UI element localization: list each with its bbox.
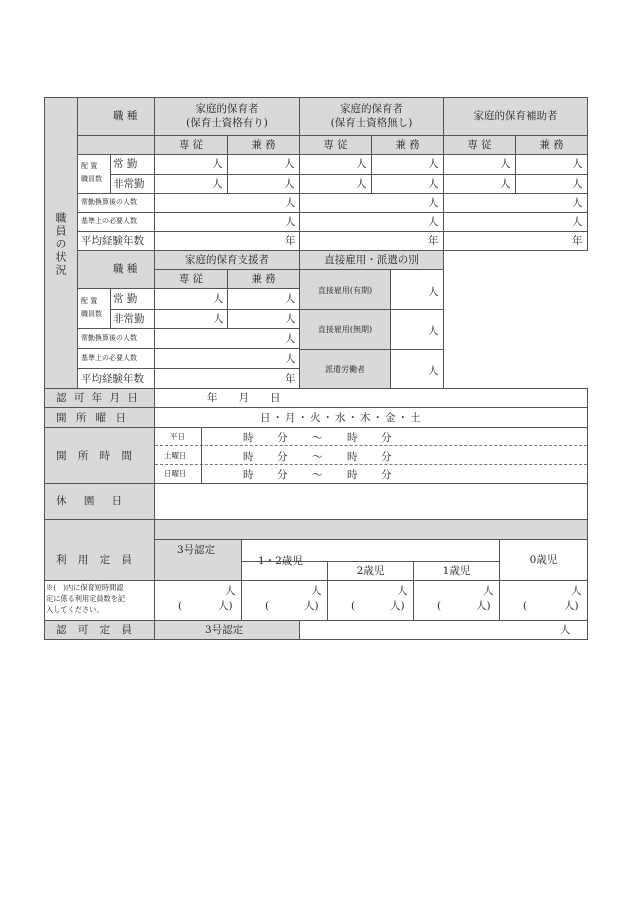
holiday-value-cell[interactable] bbox=[154, 483, 588, 520]
capacity-label-cell bbox=[44, 519, 155, 581]
capacity-paren-open-5: ( bbox=[523, 600, 528, 612]
kansan-label-2: 常勤換算後の人数 bbox=[81, 334, 137, 342]
hours-1-ji2: 時 bbox=[347, 432, 358, 444]
shiensha-unit-1: 人 bbox=[213, 293, 224, 305]
hours-2-ji2: 時 bbox=[347, 451, 358, 463]
capacity-age1-label: 1歳児 bbox=[442, 565, 471, 577]
days-label: 開 所 曜 日 bbox=[56, 412, 130, 424]
hours-label: 開 所 時 間 bbox=[56, 450, 137, 462]
capacity-cert3-label: 3号認定 bbox=[177, 544, 216, 556]
kenmu-label-3: 兼 務 bbox=[539, 139, 564, 151]
capacity-paren-open-4: ( bbox=[437, 600, 442, 612]
staff-jokin-unit-4: 人 bbox=[428, 158, 439, 170]
senju-label-4: 専 従 bbox=[178, 273, 204, 285]
hours-3-ji: 時 bbox=[243, 469, 254, 481]
chokusetsu-yuki-label: 直接雇用(有期) bbox=[317, 286, 373, 295]
haichi-label: 配 置 bbox=[81, 162, 98, 170]
hours-2-kara: ～ bbox=[312, 451, 323, 463]
header-koyo-label: 直接雇用・派遣の別 bbox=[324, 254, 419, 266]
holiday-label: 休 園 日 bbox=[56, 495, 130, 507]
kansan-value-2[interactable] bbox=[299, 193, 444, 213]
staff-hijokin-unit-1: 人 bbox=[212, 178, 223, 190]
capacity-age12-label: 1・2歳児 bbox=[258, 555, 303, 567]
capacity-note-2: 定に係る利用定員数を記 bbox=[46, 594, 126, 603]
haichi-cell-2 bbox=[77, 288, 111, 329]
capacity-paren-open-3: ( bbox=[351, 600, 356, 612]
staff-jokin-unit-5: 人 bbox=[500, 158, 511, 170]
capacity-unit-1: 人 bbox=[225, 585, 236, 597]
staff-hijokin-unit-2: 人 bbox=[284, 178, 295, 190]
blank-cell bbox=[77, 135, 155, 155]
haichi-cell bbox=[77, 154, 111, 194]
capacity-header-top bbox=[154, 519, 588, 540]
hours-value-cell bbox=[154, 427, 588, 484]
kansan-unit-1: 人 bbox=[285, 197, 296, 209]
approval-value: 年 月 日 bbox=[207, 392, 281, 404]
kijun-unit-1: 人 bbox=[285, 216, 296, 228]
shokuinsu-label-2: 職員数 bbox=[81, 310, 102, 318]
kijun-label-2: 基準上の必要人数 bbox=[81, 354, 137, 362]
hours-row-heijitsu: 平日 bbox=[170, 432, 185, 441]
kijun-value-1[interactable] bbox=[154, 212, 300, 232]
header-hojosha-label: 家庭的保育補助者 bbox=[473, 110, 558, 122]
hours-2-ji: 時 bbox=[243, 451, 254, 463]
capacity-unit-4: 人 bbox=[483, 585, 494, 597]
kansan-value-1[interactable] bbox=[154, 193, 300, 213]
hours-3-fun2: 分 bbox=[381, 469, 392, 481]
staff-hijokin-unit-5: 人 bbox=[500, 178, 511, 190]
shiensha-kijun[interactable] bbox=[154, 348, 300, 369]
hours-1-ji: 時 bbox=[243, 432, 254, 444]
shiensha-heikin-unit: 年 bbox=[285, 373, 296, 385]
jokin-label-2: 常 勤 bbox=[113, 293, 138, 305]
chokusetsu-yuki-unit: 人 bbox=[428, 286, 439, 298]
staff-hijokin-unit-3: 人 bbox=[356, 178, 367, 190]
haken-label: 派遣労働者 bbox=[325, 365, 365, 374]
hours-2-fun: 分 bbox=[277, 451, 288, 463]
licensed-value-cell[interactable] bbox=[299, 620, 588, 640]
capacity-paren-close-1: 人) bbox=[218, 600, 233, 612]
heikin-value-1[interactable] bbox=[154, 231, 300, 251]
heikin-unit-1: 年 bbox=[285, 235, 296, 247]
capacity-unit-5: 人 bbox=[571, 585, 582, 597]
hours-3-ji2: 時 bbox=[347, 469, 358, 481]
hours-1-fun2: 分 bbox=[381, 432, 392, 444]
staff-hijokin-unit-4: 人 bbox=[428, 178, 439, 190]
chokusetsu-muki-label: 直接雇用(無期) bbox=[317, 325, 373, 334]
kijun-value-3[interactable] bbox=[443, 212, 588, 232]
licensed-label: 認 可 定 員 bbox=[56, 624, 137, 636]
shiensha-unit-4: 人 bbox=[285, 313, 296, 325]
senju-label-2: 専 従 bbox=[323, 139, 348, 151]
capacity-label: 利 用 定 員 bbox=[56, 554, 137, 566]
staff-jokin-unit-2: 人 bbox=[284, 158, 295, 170]
shiensha-unit-2: 人 bbox=[285, 293, 296, 305]
kansan-value-3[interactable] bbox=[443, 193, 588, 213]
heikin-label-2: 平均経験年数 bbox=[81, 373, 144, 385]
capacity-unit-3: 人 bbox=[397, 585, 408, 597]
kijun-unit-3: 人 bbox=[572, 216, 583, 228]
shiensha-unit-3: 人 bbox=[213, 313, 224, 325]
hours-divider-1 bbox=[155, 445, 587, 446]
capacity-note-1: ※( )内に保育短時間認 bbox=[46, 583, 124, 592]
heikin-label: 平均経験年数 bbox=[81, 235, 144, 247]
staff-jokin-unit-1: 人 bbox=[212, 158, 223, 170]
approval-label: 認 可 年 月 日 bbox=[56, 392, 140, 404]
capacity-age0-label: 0歳児 bbox=[529, 554, 558, 566]
hijokin-label: 非常勤 bbox=[113, 178, 145, 190]
staff-section-label: 職員の状況 bbox=[54, 212, 67, 277]
hours-3-fun: 分 bbox=[277, 469, 288, 481]
capacity-paren-open-1: ( bbox=[178, 600, 183, 612]
capacity-note-3: 入してください。 bbox=[46, 605, 104, 614]
kenmu-label-4: 兼 務 bbox=[251, 273, 276, 285]
hours-1-kara: ～ bbox=[312, 432, 323, 444]
hours-col-divider bbox=[201, 428, 202, 484]
header-hoikushi-ari-line1: 家庭的保育者 bbox=[195, 103, 259, 115]
header-hoikushi-nashi-line2: (保育士資格無し) bbox=[330, 117, 413, 129]
kijun-label: 基準上の必要人数 bbox=[81, 217, 137, 225]
staff-hijokin-unit-6: 人 bbox=[572, 178, 583, 190]
capacity-paren-close-4: 人) bbox=[476, 600, 491, 612]
days-value: 日・月・火・水・木・金・土 bbox=[260, 412, 423, 424]
licensed-cert3-label: 3号認定 bbox=[205, 624, 244, 636]
header-hoikushi-nashi-line1: 家庭的保育者 bbox=[340, 103, 403, 115]
heikin-value-2[interactable] bbox=[299, 231, 444, 251]
shokushu-label-2: 職 種 bbox=[113, 263, 138, 275]
kijun-unit-2: 人 bbox=[428, 216, 439, 228]
capacity-age2-label: 2歳児 bbox=[356, 565, 385, 577]
capacity-paren-close-5: 人) bbox=[564, 600, 579, 612]
jokin-label: 常 勤 bbox=[113, 158, 138, 170]
header-hoikushi-ari-line2: (保育士資格有り) bbox=[186, 117, 268, 129]
shokuinsu-label: 職員数 bbox=[81, 175, 102, 183]
shiensha-kansan-unit: 人 bbox=[285, 333, 296, 345]
capacity-unit-2: 人 bbox=[311, 585, 322, 597]
header-shiensha-label: 家庭的保育支援者 bbox=[185, 254, 269, 266]
shokushu-label: 職 種 bbox=[113, 110, 138, 122]
hours-3-kara: ～ bbox=[312, 469, 323, 481]
hours-row-doyobi: 土曜日 bbox=[164, 451, 187, 460]
staff-jokin-unit-6: 人 bbox=[572, 158, 583, 170]
shiensha-heikin[interactable] bbox=[154, 368, 300, 389]
heikin-unit-3: 年 bbox=[572, 235, 583, 247]
heikin-unit-2: 年 bbox=[428, 235, 439, 247]
kenmu-label-1: 兼 務 bbox=[251, 139, 276, 151]
hours-row-nichiyobi: 日曜日 bbox=[164, 469, 187, 478]
haichi-label-2: 配 置 bbox=[81, 297, 98, 305]
hours-divider-2 bbox=[155, 464, 587, 465]
capacity-paren-close-3: 人) bbox=[390, 600, 405, 612]
shiensha-kansan[interactable] bbox=[154, 328, 300, 349]
chokusetsu-muki-unit: 人 bbox=[428, 325, 439, 337]
kijun-value-2[interactable] bbox=[299, 212, 444, 232]
kansan-unit-2: 人 bbox=[428, 197, 439, 209]
shiensha-kijun-unit: 人 bbox=[285, 353, 296, 365]
hours-2-fun2: 分 bbox=[381, 451, 392, 463]
kenmu-label-2: 兼 務 bbox=[395, 139, 420, 151]
haken-unit: 人 bbox=[428, 365, 439, 377]
kansan-label: 常勤換算後の人数 bbox=[81, 198, 137, 206]
heikin-value-3[interactable] bbox=[443, 231, 588, 251]
staff-jokin-unit-3: 人 bbox=[356, 158, 367, 170]
hours-1-fun: 分 bbox=[277, 432, 288, 444]
senju-label-3: 専 従 bbox=[467, 139, 492, 151]
licensed-unit: 人 bbox=[560, 624, 571, 636]
hijokin-label-2: 非常勤 bbox=[113, 313, 145, 325]
capacity-paren-close-2: 人) bbox=[304, 600, 319, 612]
kansan-unit-3: 人 bbox=[572, 197, 583, 209]
senju-label-1: 専 従 bbox=[178, 139, 204, 151]
capacity-paren-open-2: ( bbox=[265, 600, 270, 612]
